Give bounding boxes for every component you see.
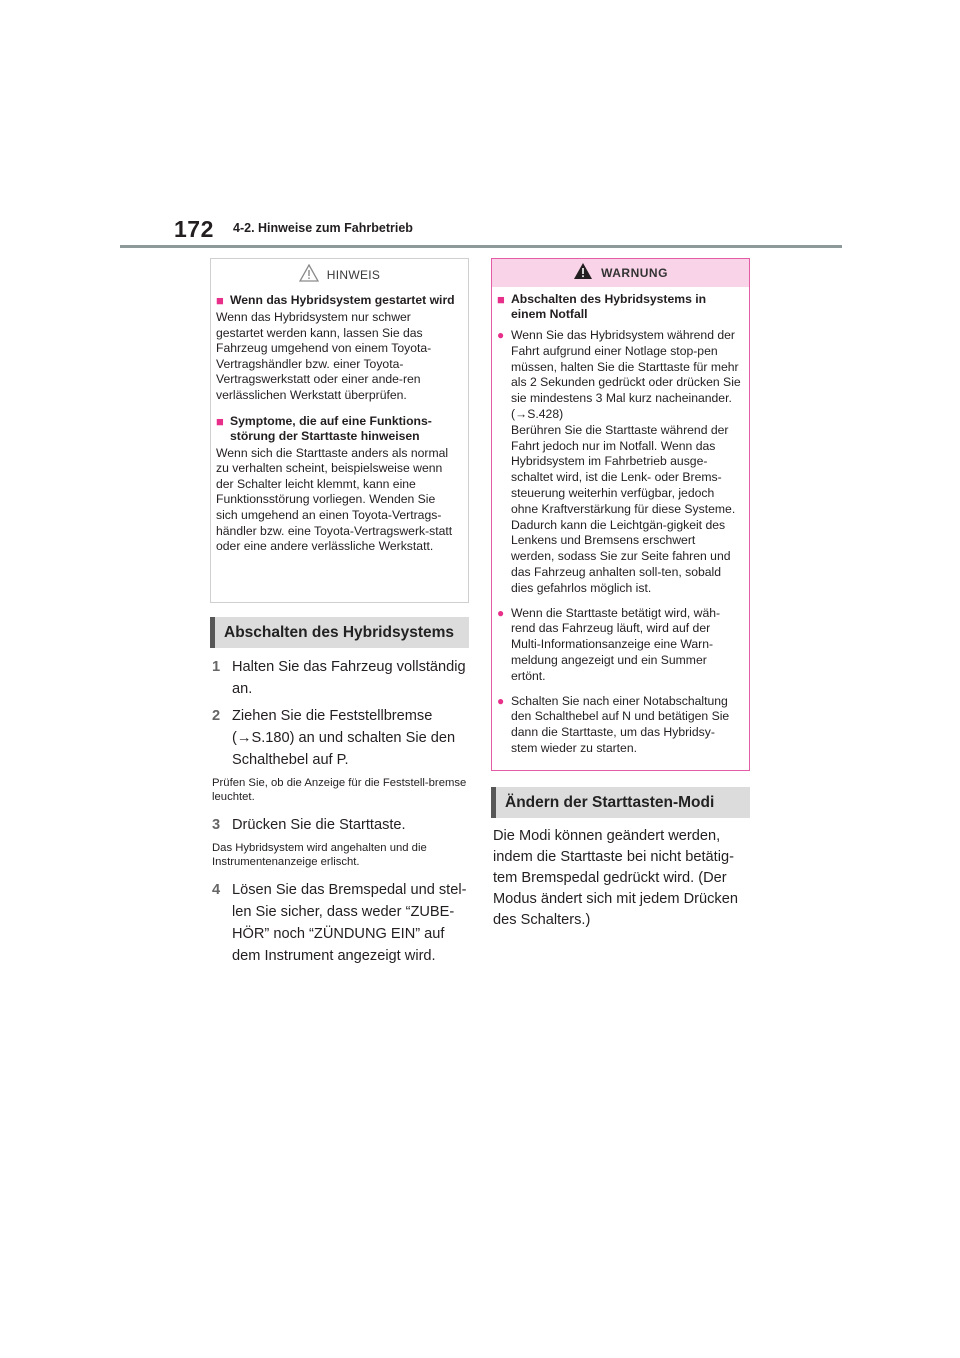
- warning-header: [492, 259, 749, 287]
- step-note: Prüfen Sie, ob die Anzeige für die Feststell-bremse leuchtet.: [212, 777, 467, 803]
- warning-triangle-icon: [573, 262, 593, 285]
- step-item: 1 Halten Sie das Fahrzeug vollständig an.: [212, 659, 466, 697]
- modes-paragraph: Die Modi können geändert werden, indem die Starttaste bei nicht betätig- tem Bremspedal gedrückt wird. (Der Modus ändert sich mit jedem Drücken des Schalters.): [493, 828, 738, 928]
- warning-bullet: ● Wenn Sie das Hybridsystem während der Fahrt aufgrund einer Notlage stop-pen müssen, halten Sie die Starttaste für mehr als 2 Sekunden gedrückt oder drücken Sie sie mindestens 3 Mal kurz nacheinander. (→S.428) Berühren Sie die Starttaste während der Fahrt jedoch nur im Notfall. Wenn das Hybridsystem im Fahrbetrieb ausge-schaltet wird, ist die Lenk- oder Brems-steuerung weiterhin verfügbar, jedoch ohne Kraftverstärkung für diese Systeme. Dadurch kann die Leichtgän-gigkeit des Lenkens und Bremsens erschwert werden, sodass Sie zur Seite fahren und das Fahrzeug anhalten soll-ten, sobald dies gefahrlos möglich ist.: [497, 328, 741, 595]
- circle-bullet-icon: ●: [497, 328, 505, 342]
- step-item: 3 Drücken Sie die Starttaste.: [212, 817, 406, 833]
- circle-bullet-icon: ●: [497, 605, 505, 620]
- note-paragraph: Wenn das Hybridsystem nur schwer gestartet werden kann, lassen Sie das Fahrzeug umgehend von einem Toyota-Vertragshändler bzw. einer Toyota-Vertragswerkstatt oder einer ande-ren verlässlichen Werkstatt überprüfen.: [216, 310, 432, 402]
- note-body: [211, 289, 468, 555]
- step-note: Das Hybridsystem wird angehalten und die Instrumentenanzeige erlischt.: [212, 842, 427, 868]
- note-title: HINWEIS: [326, 268, 381, 282]
- note-paragraph: Wenn sich die Starttaste anders als normal zu verhalten scheint, beispielsweise wenn der Schalter leicht klemmt, kann eine Funktionsstörung vorliegen. Wenden Sie sich umgehend an einen Toyota-Vertrags-händler bzw. eine Toyota-Vertragswerk-statt oder eine andere verlässliche Werkstatt.: [216, 445, 453, 554]
- warning-box: [491, 258, 750, 771]
- header-rule: [120, 245, 842, 248]
- square-bullet-icon: ■: [216, 413, 224, 429]
- caution-triangle-icon: [299, 264, 319, 287]
- note-header: [211, 261, 468, 289]
- section-heading-shutdown: Abschalten des Hybridsystems: [210, 617, 469, 648]
- note-box: [210, 258, 469, 603]
- page-number: 172: [174, 216, 214, 242]
- steps-list: [212, 656, 474, 972]
- warning-body: [492, 287, 749, 757]
- circle-bullet-icon: ●: [497, 693, 505, 708]
- warning-bullet: ● Wenn die Starttaste betätigt wird, wäh-rend das Fahrzeug läuft, wird auf der Multi-Informationsanzeige eine Warn-meldung angezeigt und ein Summer ertönt.: [497, 605, 721, 683]
- square-bullet-icon: ■: [216, 293, 224, 308]
- section-heading-modes: Ändern der Starttasten-Modi: [491, 787, 750, 818]
- step-item: 2 Ziehen Sie die Feststellbremse (→S.180) an und schalten Sie den Schalthebel auf P.: [212, 708, 456, 768]
- warning-bullet: ● Schalten Sie nach einer Notabschaltung den Schalthebel auf N und betätigen Sie dann die Starttaste, um das Hybridsy-stem wieder zu starten.: [497, 693, 730, 755]
- warning-title: WARNUNG: [601, 266, 668, 280]
- warning-subheading: ■ Abschalten des Hybridsystems in einem Notfall: [497, 292, 707, 321]
- square-bullet-icon: ■: [497, 292, 505, 307]
- step-item: 4 Lösen Sie das Bremspedal und stel-len Sie sicher, dass weder “ZUBE-HÖR” noch “ZÜNDUNG EIN” auf dem Instrument angezeigt wird.: [212, 882, 467, 964]
- note-subheading: ■ Symptome, die auf eine Funktions-störung der Starttaste hinweisen: [216, 413, 432, 443]
- note-subheading: ■ Wenn das Hybridsystem gestartet wird: [216, 293, 455, 308]
- section-label: 4-2. Hinweise zum Fahrbetrieb: [233, 221, 413, 235]
